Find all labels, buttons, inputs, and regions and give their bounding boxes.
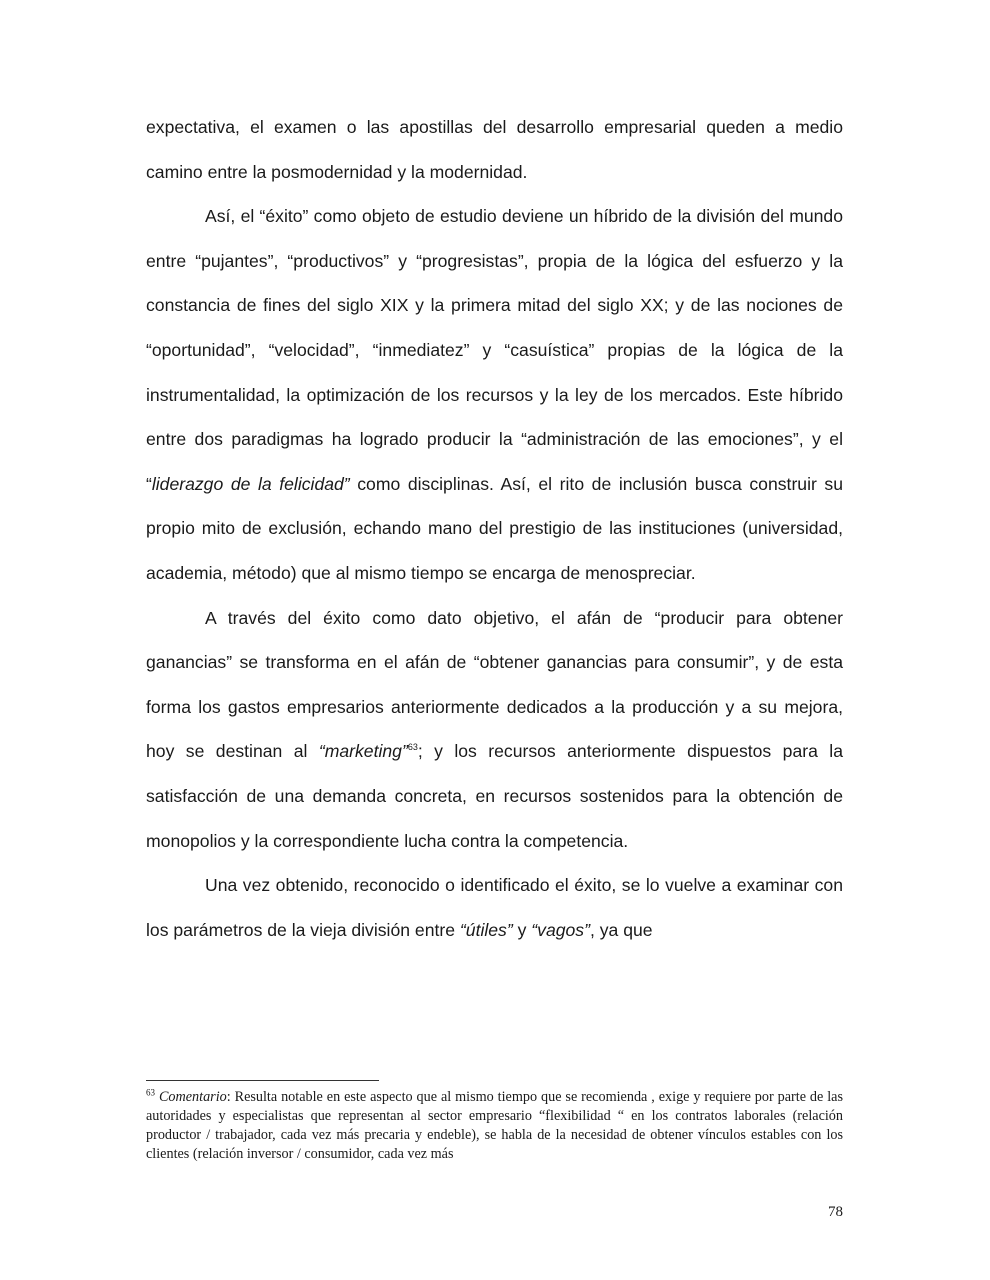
page-number: 78 xyxy=(828,1204,843,1220)
paragraph-2-italic: liderazgo de la felicidad” xyxy=(151,473,350,494)
footnote-label: Comentario xyxy=(158,1089,227,1105)
paragraph-4-text-a: Una vez obtenido, reconocido o identificado el éxito, se lo vuelve a examinar con los parámetros de la vieja división entre xyxy=(146,875,843,940)
footnote xyxy=(146,1088,843,1164)
paragraph-2 xyxy=(146,194,843,595)
paragraph-1-text: expectativa, el examen o las apostillas del desarrollo empresarial queden a medio camino entre la posmodernidad y la modernidad. xyxy=(146,117,843,182)
paragraph-2-text-c: como disciplinas. Así, el rito de inclusión busca construir su propio mito de exclusión, echando mano del prestigio de las instituciones (universidad, academia, método) que al mismo tiempo se encarga de menospreciar. xyxy=(146,473,844,583)
paragraph-4-text-c: y xyxy=(512,919,532,940)
body-text xyxy=(146,105,843,952)
paragraph-4-text-e: , ya que xyxy=(589,919,653,940)
paragraph-3-italic: “marketing” xyxy=(318,741,408,762)
paragraph-4-italic-b: “vagos” xyxy=(531,919,590,940)
footnote-number: 63 xyxy=(146,1087,155,1098)
paragraph-4 xyxy=(146,863,843,952)
paragraph-3-text-a: A través del éxito como dato objetivo, el afán de “producir para obtener ganancias” se transforma en el afán de “obtener ganancias para consumir”, y de esta forma los gastos empresarios anteriormente dedicados a la producción y a su mejora, hoy se destinan al xyxy=(146,607,843,762)
footnote-reference[interactable]: 63 xyxy=(407,742,418,753)
paragraph-1 xyxy=(146,105,843,194)
paragraph-4-italic-a: “útiles” xyxy=(459,919,513,940)
footnote-text: : Resulta notable en este aspecto que al mismo tiempo que se recomienda , exige y requiere por parte de las autoridades y especialistas que representan al sector empresario “flexibilidad “ en los contratos laborales (relación productor / trabajador, cada vez más precaria y endeble), se habla de la necesidad de obtener vínculos estables con los clientes (relación inversor / consumidor, cada vez más xyxy=(146,1089,844,1162)
paragraph-3-text-c: ; y los recursos anteriormente dispuestos para la satisfacción de una demanda concreta, en recursos sostenidos para la obtención de monopolios y la correspondiente lucha contra la competencia. xyxy=(146,741,843,851)
paragraph-2-text-a: Así, el “éxito” como objeto de estudio deviene un híbrido de la división del mundo entre “pujantes”, “productivos” y “progresistas”, propia de la lógica del esfuerzo y la constancia de fines del siglo XIX y la primera mitad del siglo XX; y de las nociones de “oportunidad”, “velocidad”, “inmediatez” y “casuística” propias de la lógica de la instrumentalidad, la optimización de los recursos y la ley de los mercados. Este híbrido entre dos paradigmas ha logrado producir la “administración de las emociones”, y el “ xyxy=(146,206,843,494)
footnote-separator xyxy=(146,1080,379,1081)
paragraph-3 xyxy=(146,596,843,864)
